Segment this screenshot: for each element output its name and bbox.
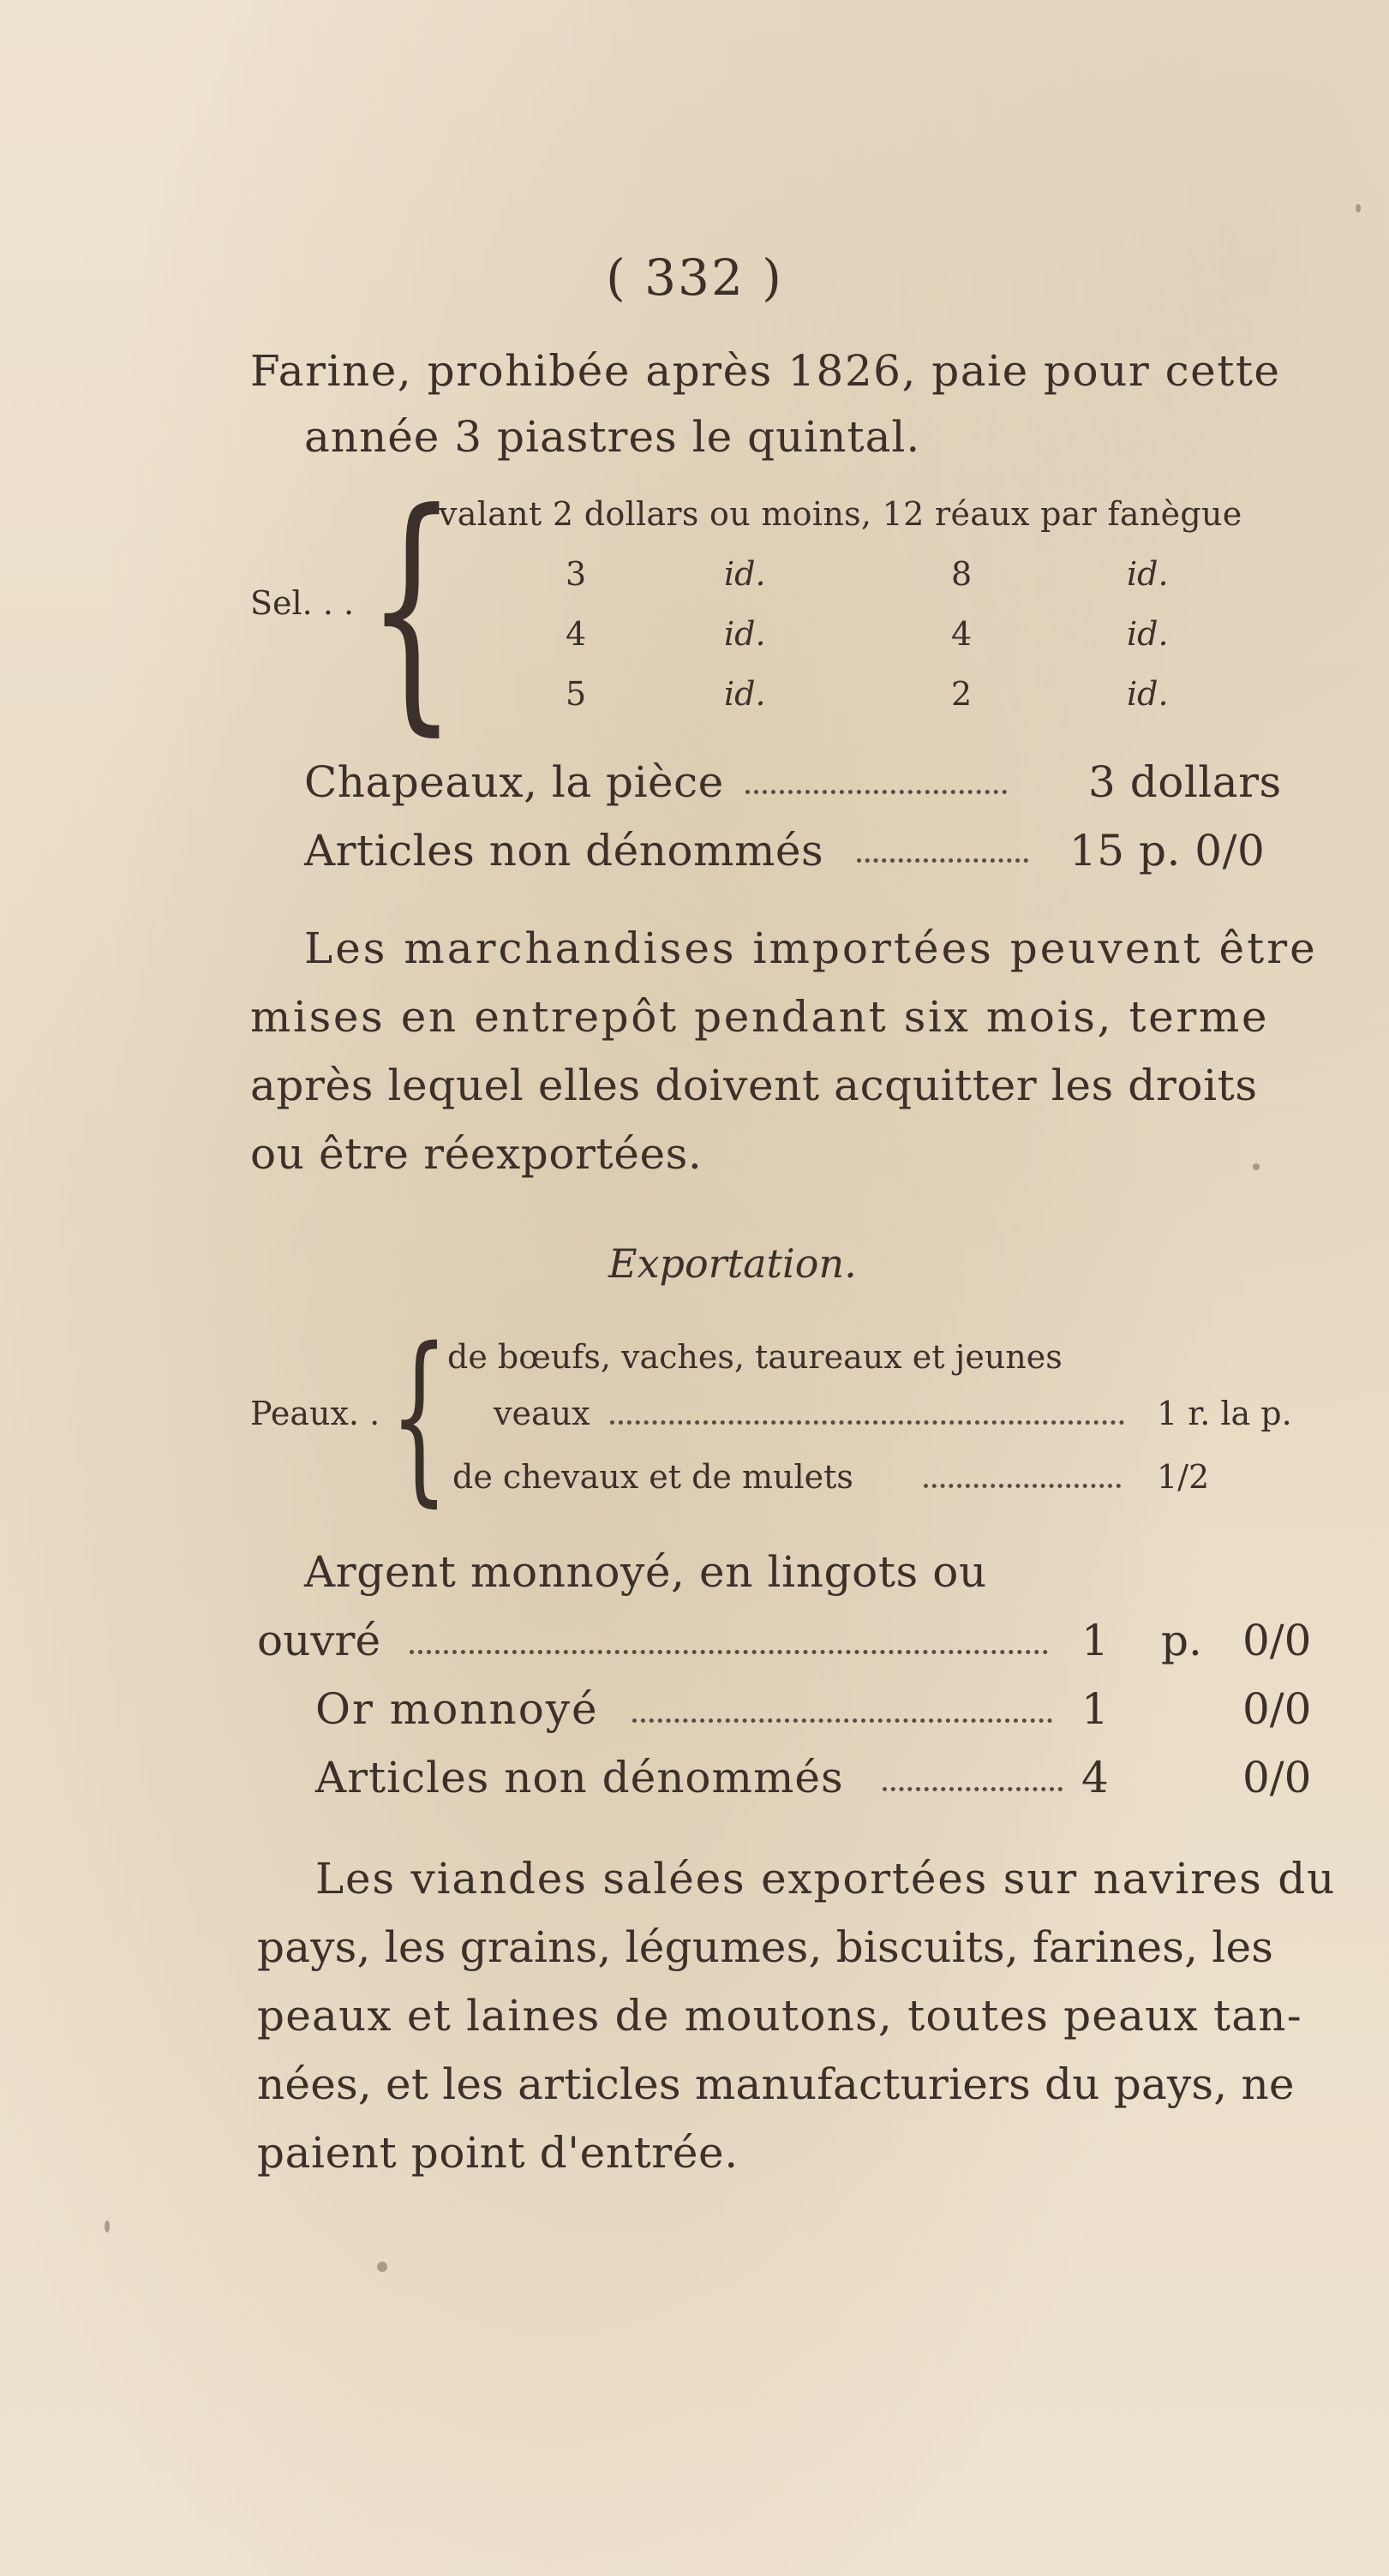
paper-speck	[105, 2220, 110, 2232]
sel-row-2-reaux: 8	[951, 555, 973, 593]
peaux-line-1: de bœufs, vaches, taureaux et jeunes	[447, 1338, 1063, 1376]
argent-line-1: Argent monnoyé, en lingots ou	[304, 1547, 987, 1597]
sel-row-3-dollars: 4	[566, 615, 587, 653]
or-label: Or monnoyé	[315, 1684, 599, 1734]
articles-export-label: Articles non dénommés	[315, 1753, 844, 1802]
argent-rate: 1	[1081, 1616, 1109, 1665]
paper-speck	[1356, 204, 1361, 212]
chapeaux-leader	[745, 790, 1007, 794]
peaux-line-2-value: 1 r. la p.	[1157, 1395, 1292, 1432]
peaux-line-2-label: veaux	[494, 1395, 590, 1432]
closing-line-5: paient point d'entrée.	[257, 2128, 739, 2178]
peaux-line-3-value: 1/2	[1157, 1458, 1210, 1496]
paper-speck	[377, 2262, 387, 2272]
sel-row-4-id-a: id.	[724, 675, 766, 713]
articles-import-leader	[857, 858, 1028, 863]
export-heading: Exportation.	[608, 1240, 857, 1287]
articles-import-value: 15 p. 0/0	[1069, 826, 1266, 876]
sel-row-3-id-a: id.	[724, 615, 766, 653]
closing-line-4: nées, et les articles manufacturiers du pays, ne	[257, 2059, 1295, 2109]
or-rate: 1	[1081, 1684, 1109, 1734]
argent-pct: 0/0	[1242, 1616, 1312, 1665]
chapeaux-value: 3 dollars	[1088, 757, 1282, 807]
argent-leader	[410, 1650, 1048, 1654]
warehouse-line-2: mises en entrepôt pendant six mois, terme	[250, 992, 1270, 1042]
articles-export-pct: 0/0	[1242, 1753, 1312, 1802]
argent-unit: p.	[1161, 1616, 1202, 1665]
page-number: ( 332 )	[606, 248, 783, 307]
sel-row-1: valant 2 dollars ou moins, 12 réaux par fanègue	[439, 495, 1242, 533]
sel-row-2-id-b: id.	[1127, 555, 1169, 593]
sel-row-4-id-b: id.	[1127, 675, 1169, 713]
articles-export-leader	[883, 1787, 1063, 1791]
peaux-line-2-leader	[610, 1420, 1124, 1425]
warehouse-line-4: ou être réexportées.	[250, 1129, 703, 1179]
peaux-line-3-label: de chevaux et de mulets	[452, 1458, 853, 1496]
chapeaux-label: Chapeaux, la pièce	[304, 757, 724, 807]
sel-row-2-dollars: 3	[566, 555, 587, 593]
warehouse-line-3: après lequel elles doivent acquitter les droits	[250, 1061, 1258, 1110]
articles-import-label: Articles non dénommés	[304, 826, 824, 876]
or-leader	[632, 1718, 1052, 1723]
paper-speck	[1253, 1163, 1260, 1170]
peaux-brace: {	[390, 1308, 449, 1523]
closing-line-2: pays, les grains, légumes, biscuits, farines, les	[257, 1922, 1274, 1972]
peaux-line-3-leader	[924, 1484, 1121, 1488]
sel-brace: {	[367, 458, 457, 757]
sel-row-3-reaux: 4	[951, 615, 973, 653]
argent-line-2: ouvré	[257, 1616, 381, 1665]
intro-line-1: Farine, prohibée après 1826, paie pour cette	[250, 346, 1281, 396]
intro-line-2: année 3 piastres le quintal.	[304, 412, 921, 462]
sel-row-3-id-b: id.	[1127, 615, 1169, 653]
sel-row-2-id-a: id.	[724, 555, 766, 593]
peaux-label: Peaux. .	[250, 1395, 380, 1432]
warehouse-line-1: Les marchandises importées peuvent être	[304, 923, 1318, 973]
closing-line-1: Les viandes salées exportées sur navires du	[315, 1854, 1337, 1904]
articles-export-rate: 4	[1081, 1753, 1109, 1802]
sel-row-4-dollars: 5	[566, 675, 587, 713]
sel-label: Sel. . .	[250, 584, 355, 622]
or-pct: 0/0	[1242, 1684, 1312, 1734]
closing-line-3: peaux et laines de moutons, toutes peaux tan-	[257, 1991, 1302, 2041]
sel-row-4-reaux: 2	[951, 675, 973, 713]
